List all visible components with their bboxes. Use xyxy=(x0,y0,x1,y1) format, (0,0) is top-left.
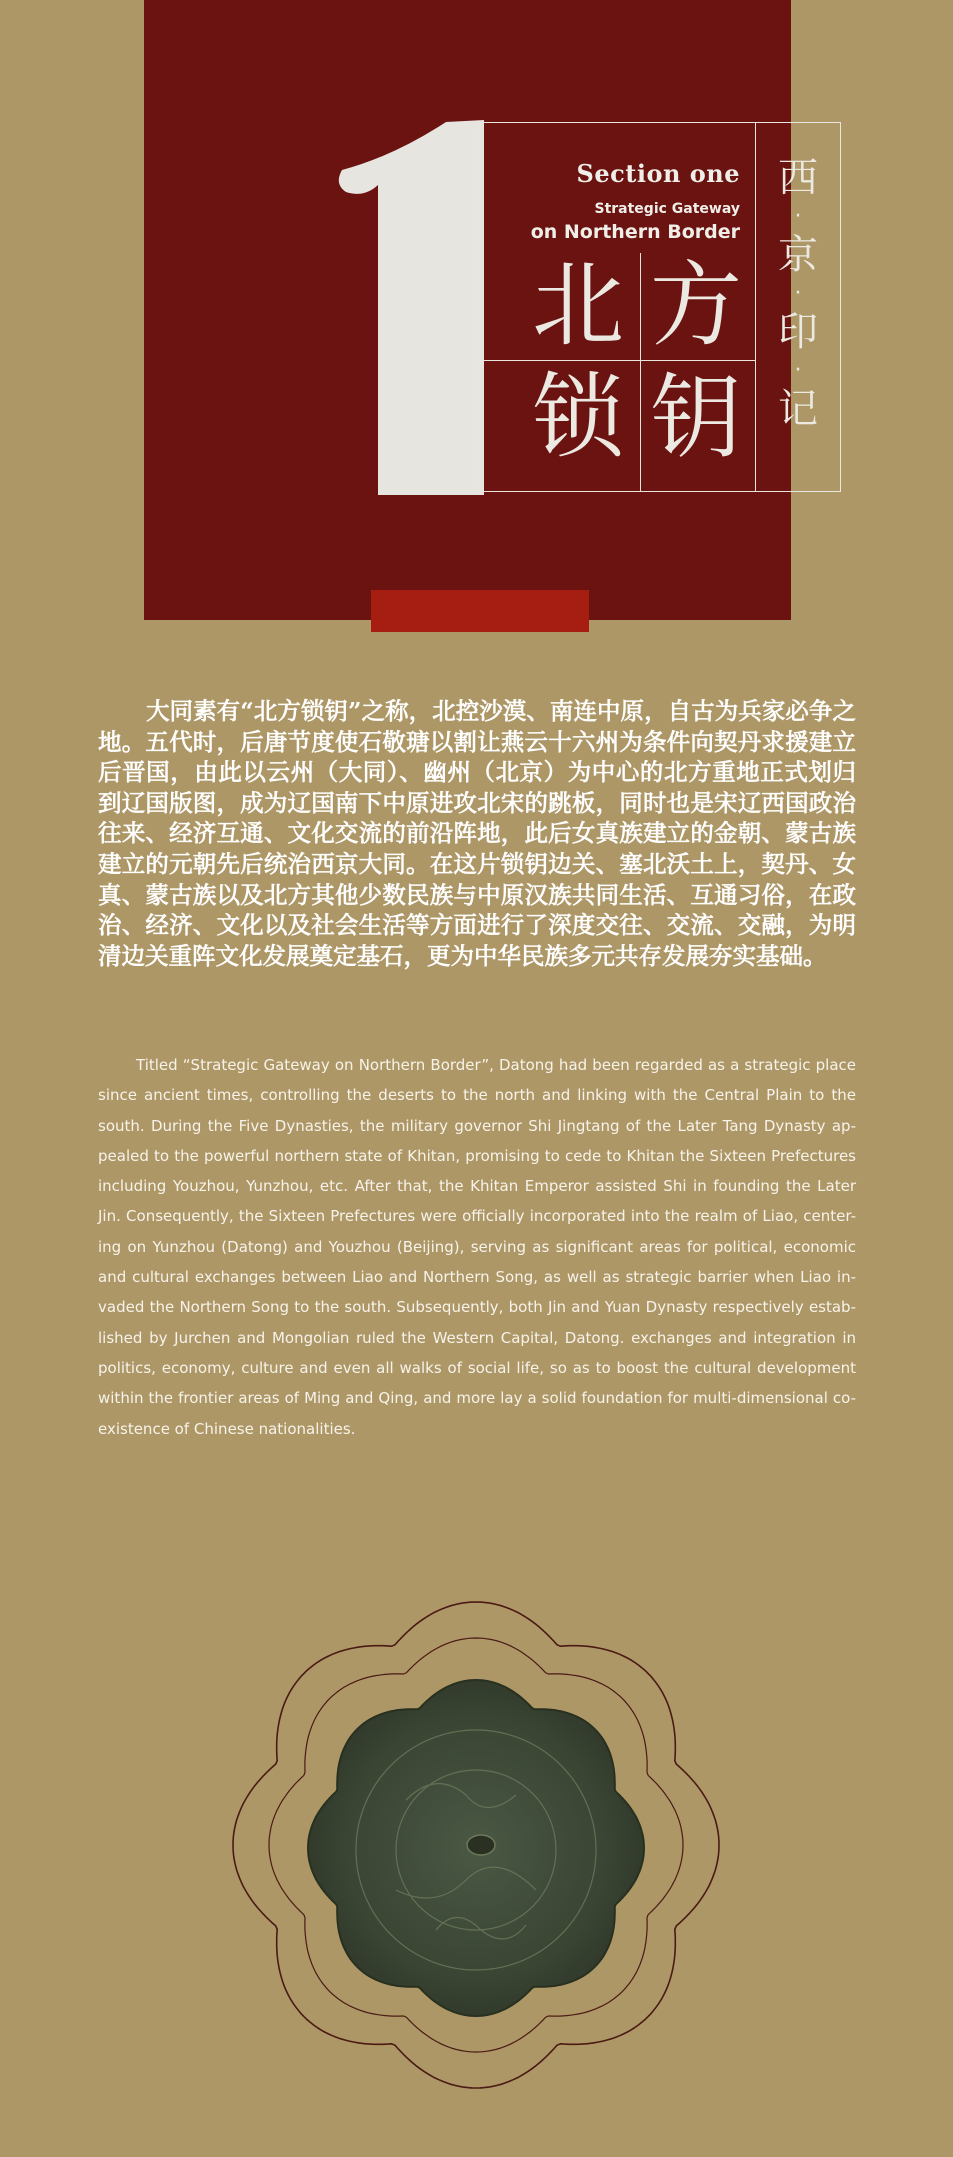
vertical-title-dot: · xyxy=(794,358,802,383)
title-frame xyxy=(478,122,841,492)
vertical-title-char: 京 xyxy=(778,232,818,278)
title-char-4: 钥 xyxy=(649,364,742,471)
title-char-3: 锁 xyxy=(531,364,624,471)
subtitle-line-2: on Northern Border xyxy=(530,221,740,243)
bronze-mirror-icon xyxy=(206,1600,746,2090)
title-char-1: 北 xyxy=(531,252,624,359)
chinese-paragraph: 大同素有“北方锁钥”之称，北控沙漠、南连中原，自古为兵家必争之地。五代时，后唐节度使石敬瑭以割让燕云十六州为条件向契丹求援建立后晋国，由此以云州（大同）、幽州（北京）为中心的北方重地正式划归到辽国版图，成为辽国南下中原进攻北宋的跳板，同时也是宋辽西国政治往来、经济互通、文化交流的前沿阵地，此后女真族建立的金朝、蒙古族建立的元朝先后统治西京大同。在这片锁钥边关、塞北沃土上，契丹、女真、蒙古族以及北方其他少数民族与中原汉族共同生活、互通习俗，在政治、经济、文化以及社会生活等方面进行了深度交往、交流、交融，为明清边关重阵文化发展奠定基石，更为中华民族多元共存发展夯实基础。 xyxy=(98,697,856,970)
vertical-title-char: 西 xyxy=(778,155,818,201)
section-label: Section one xyxy=(576,159,740,188)
vertical-title-dot: · xyxy=(794,204,802,229)
banner-tab xyxy=(371,590,589,632)
vertical-title-dot: · xyxy=(794,281,802,306)
title-char-2: 方 xyxy=(649,252,742,359)
numeral-one-graphic xyxy=(334,120,484,495)
title-banner xyxy=(144,0,818,620)
subtitle-line-1: Strategic Gateway xyxy=(594,201,740,217)
vertical-title-char: 印 xyxy=(778,309,818,355)
english-paragraph: Titled “Strategic Gateway on Northern Border”, Datong had been regarded as a strategic place since ancient times, controlling the deserts to the north and linking with the Central Plain to the south. During the Five Dynasties, the military governor Shi Jingtang of the Later Tang Dynasty ap-pealed to the powerful northern state of Khitan, promising to cede to Khitan the Sixteen Prefectures including Youzhou, Yunzhou, etc. After that, the Khitan Emperor assisted Shi in founding the Later Jin. Consequently, the Sixteen Prefectures were officially incorporated into the realm of Liao, center-ing on Yunzhou (Datong) and Youzhou (Beijing), serving as significant areas for political, economic and cultural exchanges between Liao and Northern Song, as well as strategic barrier when Liao in-vaded the Northern Song to the south. Subsequently, both Jin and Yuan Dynasty respectively estab-lished by Jurchen and Mongolian ruled the Western Capital, Datong. exchanges and integration in politics, economy, culture and even all walks of social life, so as to boost the cultural development within the frontier areas of Ming and Qing, and more lay a solid foundation for multi-dimensional co-existence of Chinese nationalities. xyxy=(98,1056,856,1438)
vertical-title xyxy=(756,151,840,437)
vertical-title-char: 记 xyxy=(778,386,818,432)
